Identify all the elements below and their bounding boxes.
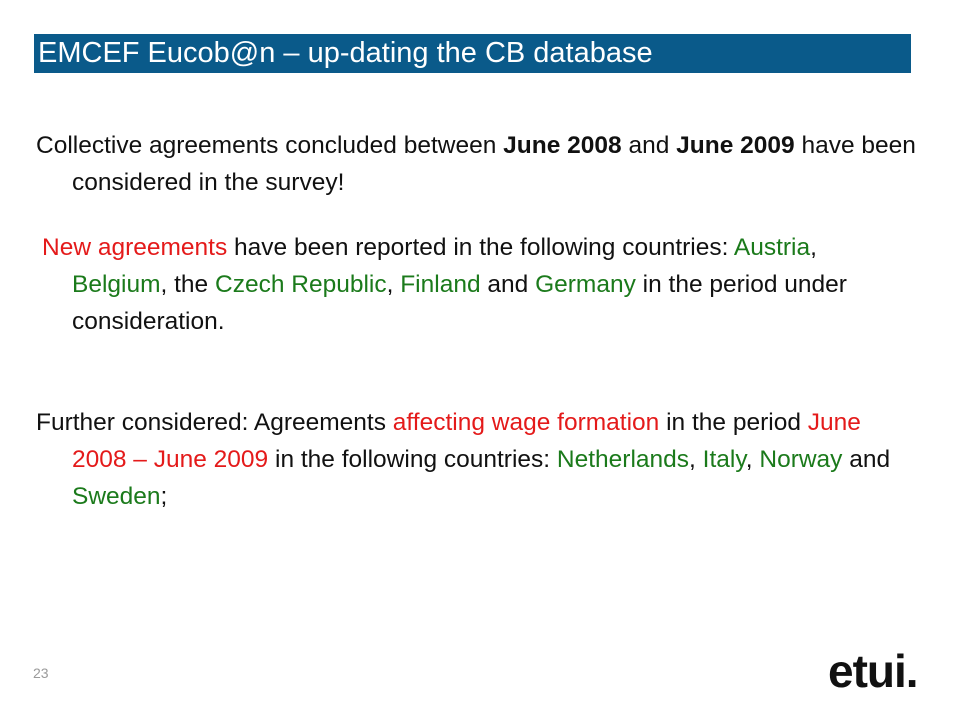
text-segment: , the xyxy=(160,271,215,298)
text-segment: Collective agreements concluded between xyxy=(36,132,504,159)
text-segment: and xyxy=(621,132,677,159)
text-segment: , xyxy=(745,446,760,473)
country-austria: Austria xyxy=(733,234,811,261)
text-segment: in the period xyxy=(659,409,808,436)
highlight-date-start: June 2008 xyxy=(503,132,622,159)
slide-title: EMCEF Eucob@n – up-dating the CB database xyxy=(34,34,911,73)
text-segment: , xyxy=(810,234,817,261)
text-segment: and xyxy=(842,446,891,473)
paragraph-further-considered xyxy=(36,404,916,515)
highlight-date-end: June 2009 xyxy=(676,132,795,159)
text-segment: , xyxy=(386,271,401,298)
country-netherlands: Netherlands xyxy=(556,446,690,473)
highlight-wage-formation: affecting wage formation xyxy=(392,409,660,436)
country-finland: Finland xyxy=(400,271,481,298)
country-czech-republic: Czech Republic xyxy=(215,271,387,298)
page-number: 23 xyxy=(33,665,49,681)
country-germany: Germany xyxy=(535,271,636,298)
text-segment: have been considered in the survey! xyxy=(72,132,916,196)
text-segment: Further considered: Agreements xyxy=(36,409,393,436)
country-belgium: Belgium xyxy=(72,271,161,298)
text-segment: in the following countries: xyxy=(268,446,557,473)
text-segment: have been reported in the following countries: xyxy=(227,234,734,261)
text-segment: in the period under consideration. xyxy=(72,271,847,335)
etui-logo: etui. xyxy=(828,645,918,697)
country-norway: Norway xyxy=(759,446,843,473)
country-sweden: Sweden xyxy=(72,483,161,510)
highlight-new-agreements: New agreements xyxy=(42,234,228,261)
text-segment: ; xyxy=(160,483,168,510)
paragraph-survey-period xyxy=(36,127,916,201)
paragraph-new-agreements xyxy=(36,229,916,340)
text-segment: , xyxy=(689,446,703,473)
country-italy: Italy xyxy=(702,446,746,473)
highlight-period: June 2008 – June 2009 xyxy=(72,409,861,473)
text-segment: and xyxy=(480,271,536,298)
